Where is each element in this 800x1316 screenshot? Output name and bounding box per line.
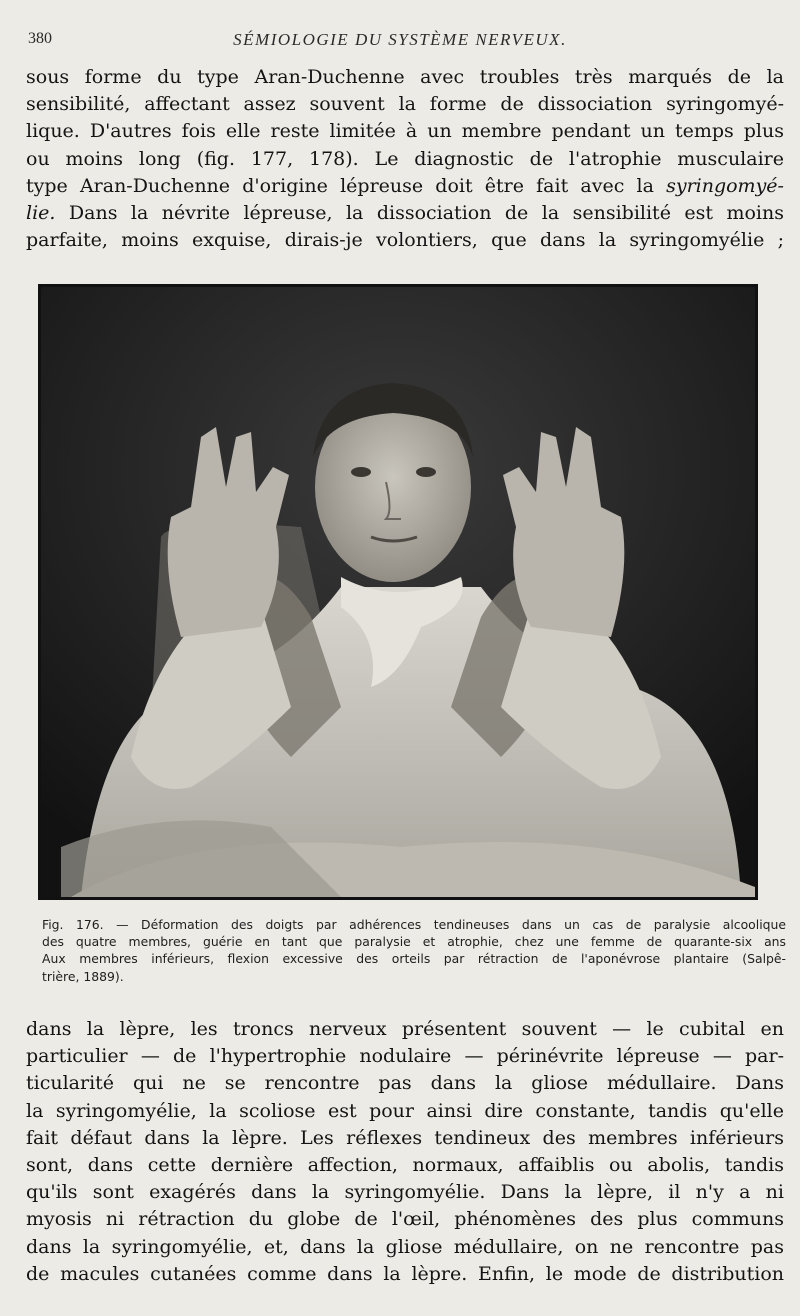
running-title: SÉMIOLOGIE DU SYSTÈME NERVEUX. — [233, 30, 567, 49]
text-line: sont, dans cette dernière affection, normaux, affaiblis ou abolis, tandis — [26, 1154, 784, 1177]
figure-caption — [42, 916, 786, 985]
text-segment: Dans la névrite lépreuse, la dissociation de la sensibilité est moins — [68, 202, 784, 225]
text-line: ou moins long (fig. 177, 178). Le diagnostic de l'atrophie musculaire — [26, 147, 784, 170]
caption-line: trière, 1889). — [42, 968, 124, 984]
eye-right — [416, 467, 436, 477]
text-line — [26, 200, 784, 227]
page-number: 380 — [28, 30, 52, 47]
text-line: dans la lèpre, les troncs nerveux présentent souvent — le cubital en — [26, 1018, 784, 1040]
bottom-paragraph — [26, 1016, 784, 1288]
eye-left — [351, 467, 371, 477]
text-segment: type Aran-Duchenne d'origine lépreuse doit être fait avec la — [26, 174, 654, 197]
figure-photograph — [38, 284, 758, 900]
text-line: sensibilité, affectant assez souvent la forme de dissociation syringomyé- — [26, 93, 784, 116]
text-line: lique. D'autres fois elle reste limitée à un membre pendant un temps plus — [26, 120, 784, 143]
patient-photograph — [41, 287, 755, 897]
text-line: dans la syringomyélie, et, dans la gliose médullaire, on ne rencontre pas — [26, 1235, 784, 1258]
top-paragraph — [26, 64, 784, 254]
text-line: fait défaut dans la lèpre. Les réflexes tendineux des membres inférieurs — [26, 1126, 784, 1149]
text-line: qu'ils sont exagérés dans la syringomyélie. Dans la lèpre, il n'y a ni — [26, 1181, 784, 1204]
text-line: ticularité qui ne se rencontre pas dans la gliose médullaire. Dans — [26, 1072, 784, 1095]
running-head — [0, 30, 800, 54]
caption-line: des quatre membres, guérie en tant que paralysie et atrophie, chez une femme de quarante-six ans — [42, 934, 786, 950]
text-line: particulier — de l'hypertrophie nodulaire — périnévrite lépreuse — par- — [26, 1045, 784, 1068]
caption-line: Fig. 176. — Déformation des doigts par adhérences tendineuses dans un cas de paralysie alcoolique — [42, 917, 786, 932]
italic-term: lie. — [26, 202, 56, 225]
text-line: de macules cutanées comme dans la lèpre. Enfin, le mode de distribution — [26, 1262, 784, 1285]
italic-term: syringomyé- — [666, 174, 784, 197]
text-line: sous forme du type Aran-Duchenne avec troubles très marqués de la — [26, 66, 784, 88]
text-line — [26, 173, 784, 200]
text-line: la syringomyélie, la scoliose est pour ainsi dire constante, tandis qu'elle — [26, 1099, 784, 1122]
text-line: parfaite, moins exquise, dirais-je volontiers, que dans la syringomyélie ; — [26, 229, 784, 252]
caption-line: Aux membres inférieurs, flexion excessive des orteils par rétraction de l'aponévrose plantaire (Salpê- — [42, 951, 786, 967]
text-line: myosis ni rétraction du globe de l'œil, phénomènes des plus communs — [26, 1208, 784, 1231]
